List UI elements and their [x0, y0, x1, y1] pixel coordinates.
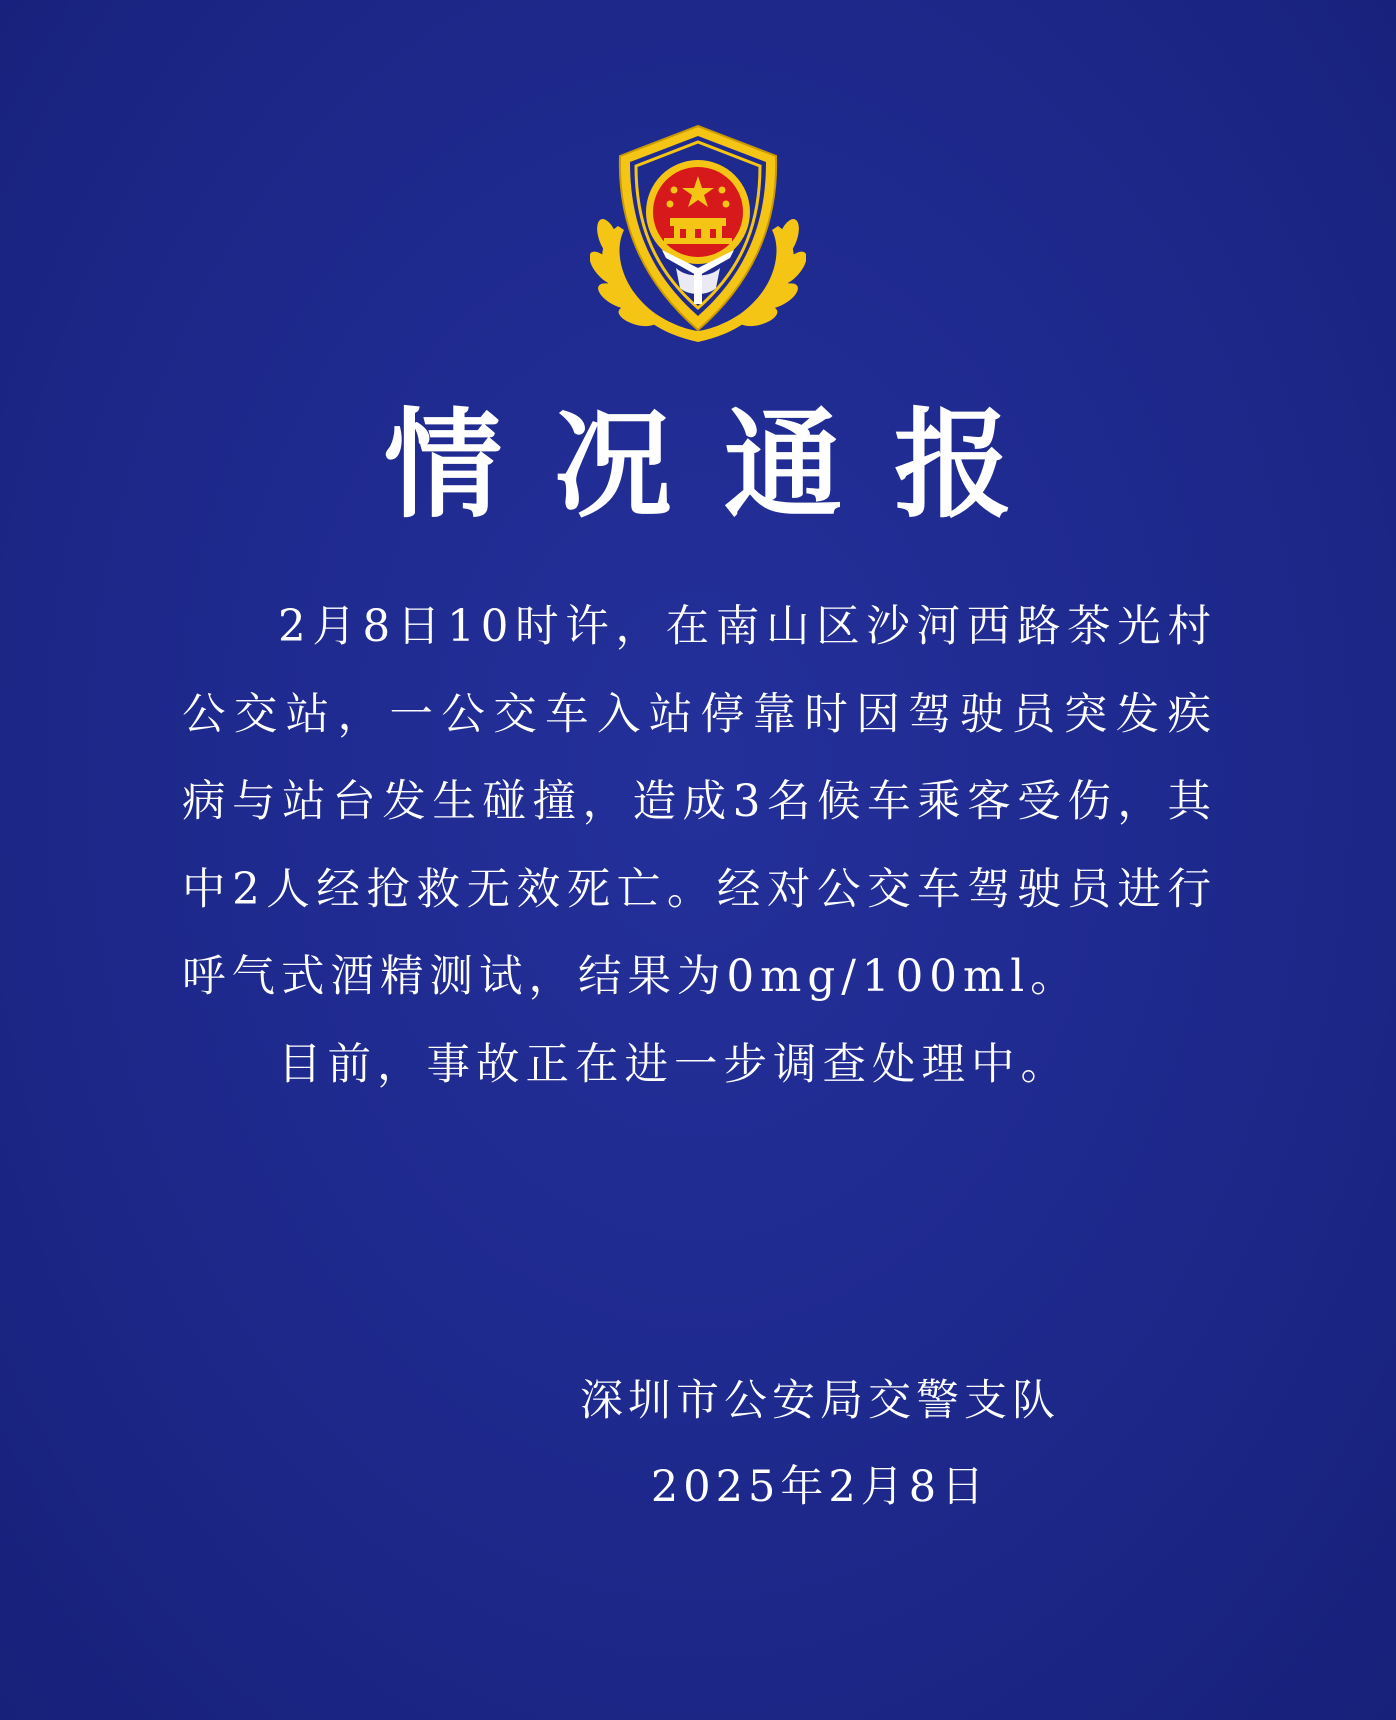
signature-block	[540, 1358, 1100, 1530]
issue-date: 2025年2月8日	[650, 1462, 990, 1512]
body-paragraph: 2月8日10时许，在南山区沙河西路茶光村公交站，一公交车入站停靠时因驾驶员突发疾病与站台发生碰撞，造成3名候车乘客受伤，其中2人经抢救无效死亡。经对公交车驾驶员进行呼气式酒精测试，结果为0mg/100ml。	[182, 602, 1217, 1002]
issuing-organization: 深圳市公安局交警支队	[580, 1376, 1060, 1426]
page-title: 情况通报	[383, 395, 1064, 534]
police-emblem-icon	[590, 118, 806, 346]
body-paragraph: 目前，事故正在进一步调查处理中。	[278, 1039, 1070, 1090]
notice-body	[182, 584, 1217, 1109]
